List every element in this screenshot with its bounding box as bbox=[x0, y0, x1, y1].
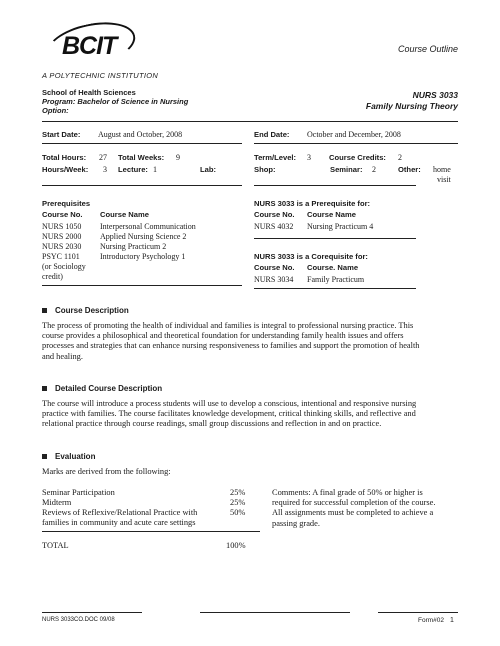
prerequisites-title: Prerequisites bbox=[42, 199, 91, 208]
paragraph-line: processes and strategies that can enhance nursing responsiveness to families and support the promotion of health bbox=[42, 341, 420, 351]
other-label: Other: bbox=[398, 165, 421, 174]
evaluation-item-pct: 25% bbox=[230, 498, 246, 507]
other-value-line1: home bbox=[433, 165, 451, 174]
evaluation-item-label: families in community and acute care settings bbox=[42, 518, 196, 527]
detailed-description-body bbox=[42, 399, 462, 430]
prereq-no: PSYC 1101 bbox=[42, 252, 80, 261]
evaluation-comments bbox=[272, 488, 436, 529]
course-description-title: Course Description bbox=[55, 306, 129, 315]
doc-type: Course Outline bbox=[397, 44, 458, 54]
coreq-divider bbox=[254, 288, 416, 289]
coreq-col-no: Course No. bbox=[254, 263, 295, 272]
paragraph-line: relational practice through course readings, small group discussions and reflection in and on practice. bbox=[42, 419, 382, 429]
start-date-value: August and October, 2008 bbox=[98, 130, 183, 139]
course-credits-label: Course Credits: bbox=[329, 153, 386, 162]
prereq-for-divider bbox=[254, 238, 416, 239]
tagline: A POLYTECHNIC INSTITUTION bbox=[42, 71, 159, 80]
detailed-description-heading bbox=[42, 384, 162, 393]
prereq-for-col-name: Course Name bbox=[307, 210, 356, 219]
prereq-no: NURS 2030 bbox=[42, 242, 82, 251]
term-level-label: Term/Level: bbox=[254, 153, 297, 162]
comment-line: All assignments must be completed to achieve a bbox=[272, 508, 434, 518]
seminar-label: Seminar: bbox=[330, 165, 363, 174]
course-title: Family Nursing Theory bbox=[365, 101, 458, 111]
prereq-name: Applied Nursing Science 2 bbox=[100, 232, 187, 241]
bcit-logo bbox=[42, 24, 134, 64]
footer-form: Form#02 bbox=[418, 617, 445, 624]
term-level-value: 3 bbox=[307, 153, 311, 162]
school-name: School of Health Sciences bbox=[42, 88, 136, 97]
evaluation-item-pct: 50% bbox=[230, 508, 246, 517]
prereq-no: NURS 2000 bbox=[42, 232, 82, 241]
total-weeks-value: 9 bbox=[176, 153, 180, 162]
evaluation-title: Evaluation bbox=[55, 452, 96, 461]
end-date-value: October and December, 2008 bbox=[307, 130, 401, 139]
other-value-line2: visit bbox=[437, 175, 451, 184]
evaluation-total-label: TOTAL bbox=[42, 541, 69, 550]
prereq-no: credit) bbox=[42, 272, 63, 281]
evaluation-intro: Marks are derived from the following: bbox=[42, 467, 171, 476]
total-hours-label: Total Hours: bbox=[42, 153, 87, 162]
logo-text: BCIT bbox=[62, 32, 117, 60]
prereq-for-no: NURS 4032 bbox=[254, 222, 294, 231]
hours-week-value: 3 bbox=[103, 165, 107, 174]
paragraph-line: and healing. bbox=[42, 351, 83, 361]
comment-line: Comments: A final grade of 50% or higher is bbox=[272, 488, 423, 497]
prereq-name: Interpersonal Communication bbox=[100, 222, 196, 231]
info-divider-right-2 bbox=[254, 185, 416, 186]
hours-week-label: Hours/Week: bbox=[42, 165, 89, 174]
course-description-heading bbox=[42, 306, 129, 315]
option-label: Option: bbox=[42, 106, 69, 115]
info-divider-right bbox=[254, 143, 458, 144]
course-credits-value: 2 bbox=[398, 153, 402, 162]
section-bullet-icon bbox=[42, 308, 47, 313]
evaluation-item-label: Seminar Participation bbox=[42, 488, 115, 497]
coreq-no: NURS 3034 bbox=[254, 275, 294, 284]
start-date-label: Start Date: bbox=[42, 130, 81, 139]
prereq-no: (or Sociology bbox=[42, 262, 86, 271]
evaluation-item-label: Reviews of Reflexive/Relational Practice with bbox=[42, 508, 198, 517]
prereq-col-no: Course No. bbox=[42, 210, 83, 219]
prereq-for-col-no: Course No. bbox=[254, 210, 295, 219]
paragraph-line: The course will introduce a process students will use to develop a conscious, intentional and responsive nursing bbox=[42, 399, 417, 408]
lecture-value: 1 bbox=[153, 165, 157, 174]
footer-divider-3 bbox=[378, 612, 458, 613]
course-code: NURS 3033 bbox=[412, 90, 458, 100]
evaluation-total-divider bbox=[42, 531, 260, 532]
prereq-divider bbox=[42, 285, 242, 286]
lecture-label: Lecture: bbox=[118, 165, 148, 174]
paragraph-line: course provides a philosophical and theoretical foundation for understanding family health issues and offers bbox=[42, 331, 404, 341]
prereq-name: Nursing Practicum 2 bbox=[100, 242, 167, 251]
end-date-label: End Date: bbox=[254, 130, 290, 139]
lab-label: Lab: bbox=[200, 165, 217, 174]
prereq-col-name: Course Name bbox=[100, 210, 149, 219]
prereq-name: Introductory Psychology 1 bbox=[100, 252, 186, 261]
course-description-body bbox=[42, 321, 462, 362]
comment-line: passing grade. bbox=[272, 518, 320, 528]
footer-divider-1 bbox=[42, 612, 142, 613]
evaluation-total-pct: 100% bbox=[226, 541, 246, 550]
prereq-no: NURS 1050 bbox=[42, 222, 82, 231]
footer-filename: NURS 3033CO.DOC 09/08 bbox=[42, 617, 115, 623]
paragraph-line: The process of promoting the health of individual and families is integral to professional nursing practice. This bbox=[42, 321, 414, 330]
coreq-name: Family Practicum bbox=[307, 275, 365, 284]
evaluation-item-pct: 25% bbox=[230, 488, 246, 497]
info-divider-left bbox=[42, 143, 242, 144]
total-weeks-label: Total Weeks: bbox=[118, 153, 165, 162]
section-bullet-icon bbox=[42, 454, 47, 459]
section-bullet-icon bbox=[42, 386, 47, 391]
program-name: Program: Bachelor of Science in Nursing bbox=[42, 97, 189, 106]
total-hours-value: 27 bbox=[99, 153, 107, 162]
seminar-value: 2 bbox=[372, 165, 376, 174]
info-divider-left-2 bbox=[42, 185, 242, 186]
paragraph-line: practice with families. The course facilitates knowledge development, critical thinking skills, and reflective and bbox=[42, 409, 416, 419]
shop-label: Shop: bbox=[254, 165, 276, 174]
comment-line: required for successful completion of the course. bbox=[272, 498, 436, 508]
prereq-for-name: Nursing Practicum 4 bbox=[307, 222, 374, 231]
footer-divider-2 bbox=[200, 612, 350, 613]
coreq-title: NURS 3033 is a Corequisite for: bbox=[254, 252, 368, 261]
evaluation-item-label: Midterm bbox=[42, 498, 72, 507]
coreq-col-name: Course. Name bbox=[307, 263, 359, 272]
prereq-for-title: NURS 3033 is a Prerequisite for: bbox=[254, 199, 371, 208]
footer-page-number: 1 bbox=[450, 617, 454, 624]
evaluation-heading bbox=[42, 452, 95, 461]
detailed-description-title: Detailed Course Description bbox=[55, 384, 163, 393]
header-divider bbox=[42, 121, 458, 122]
